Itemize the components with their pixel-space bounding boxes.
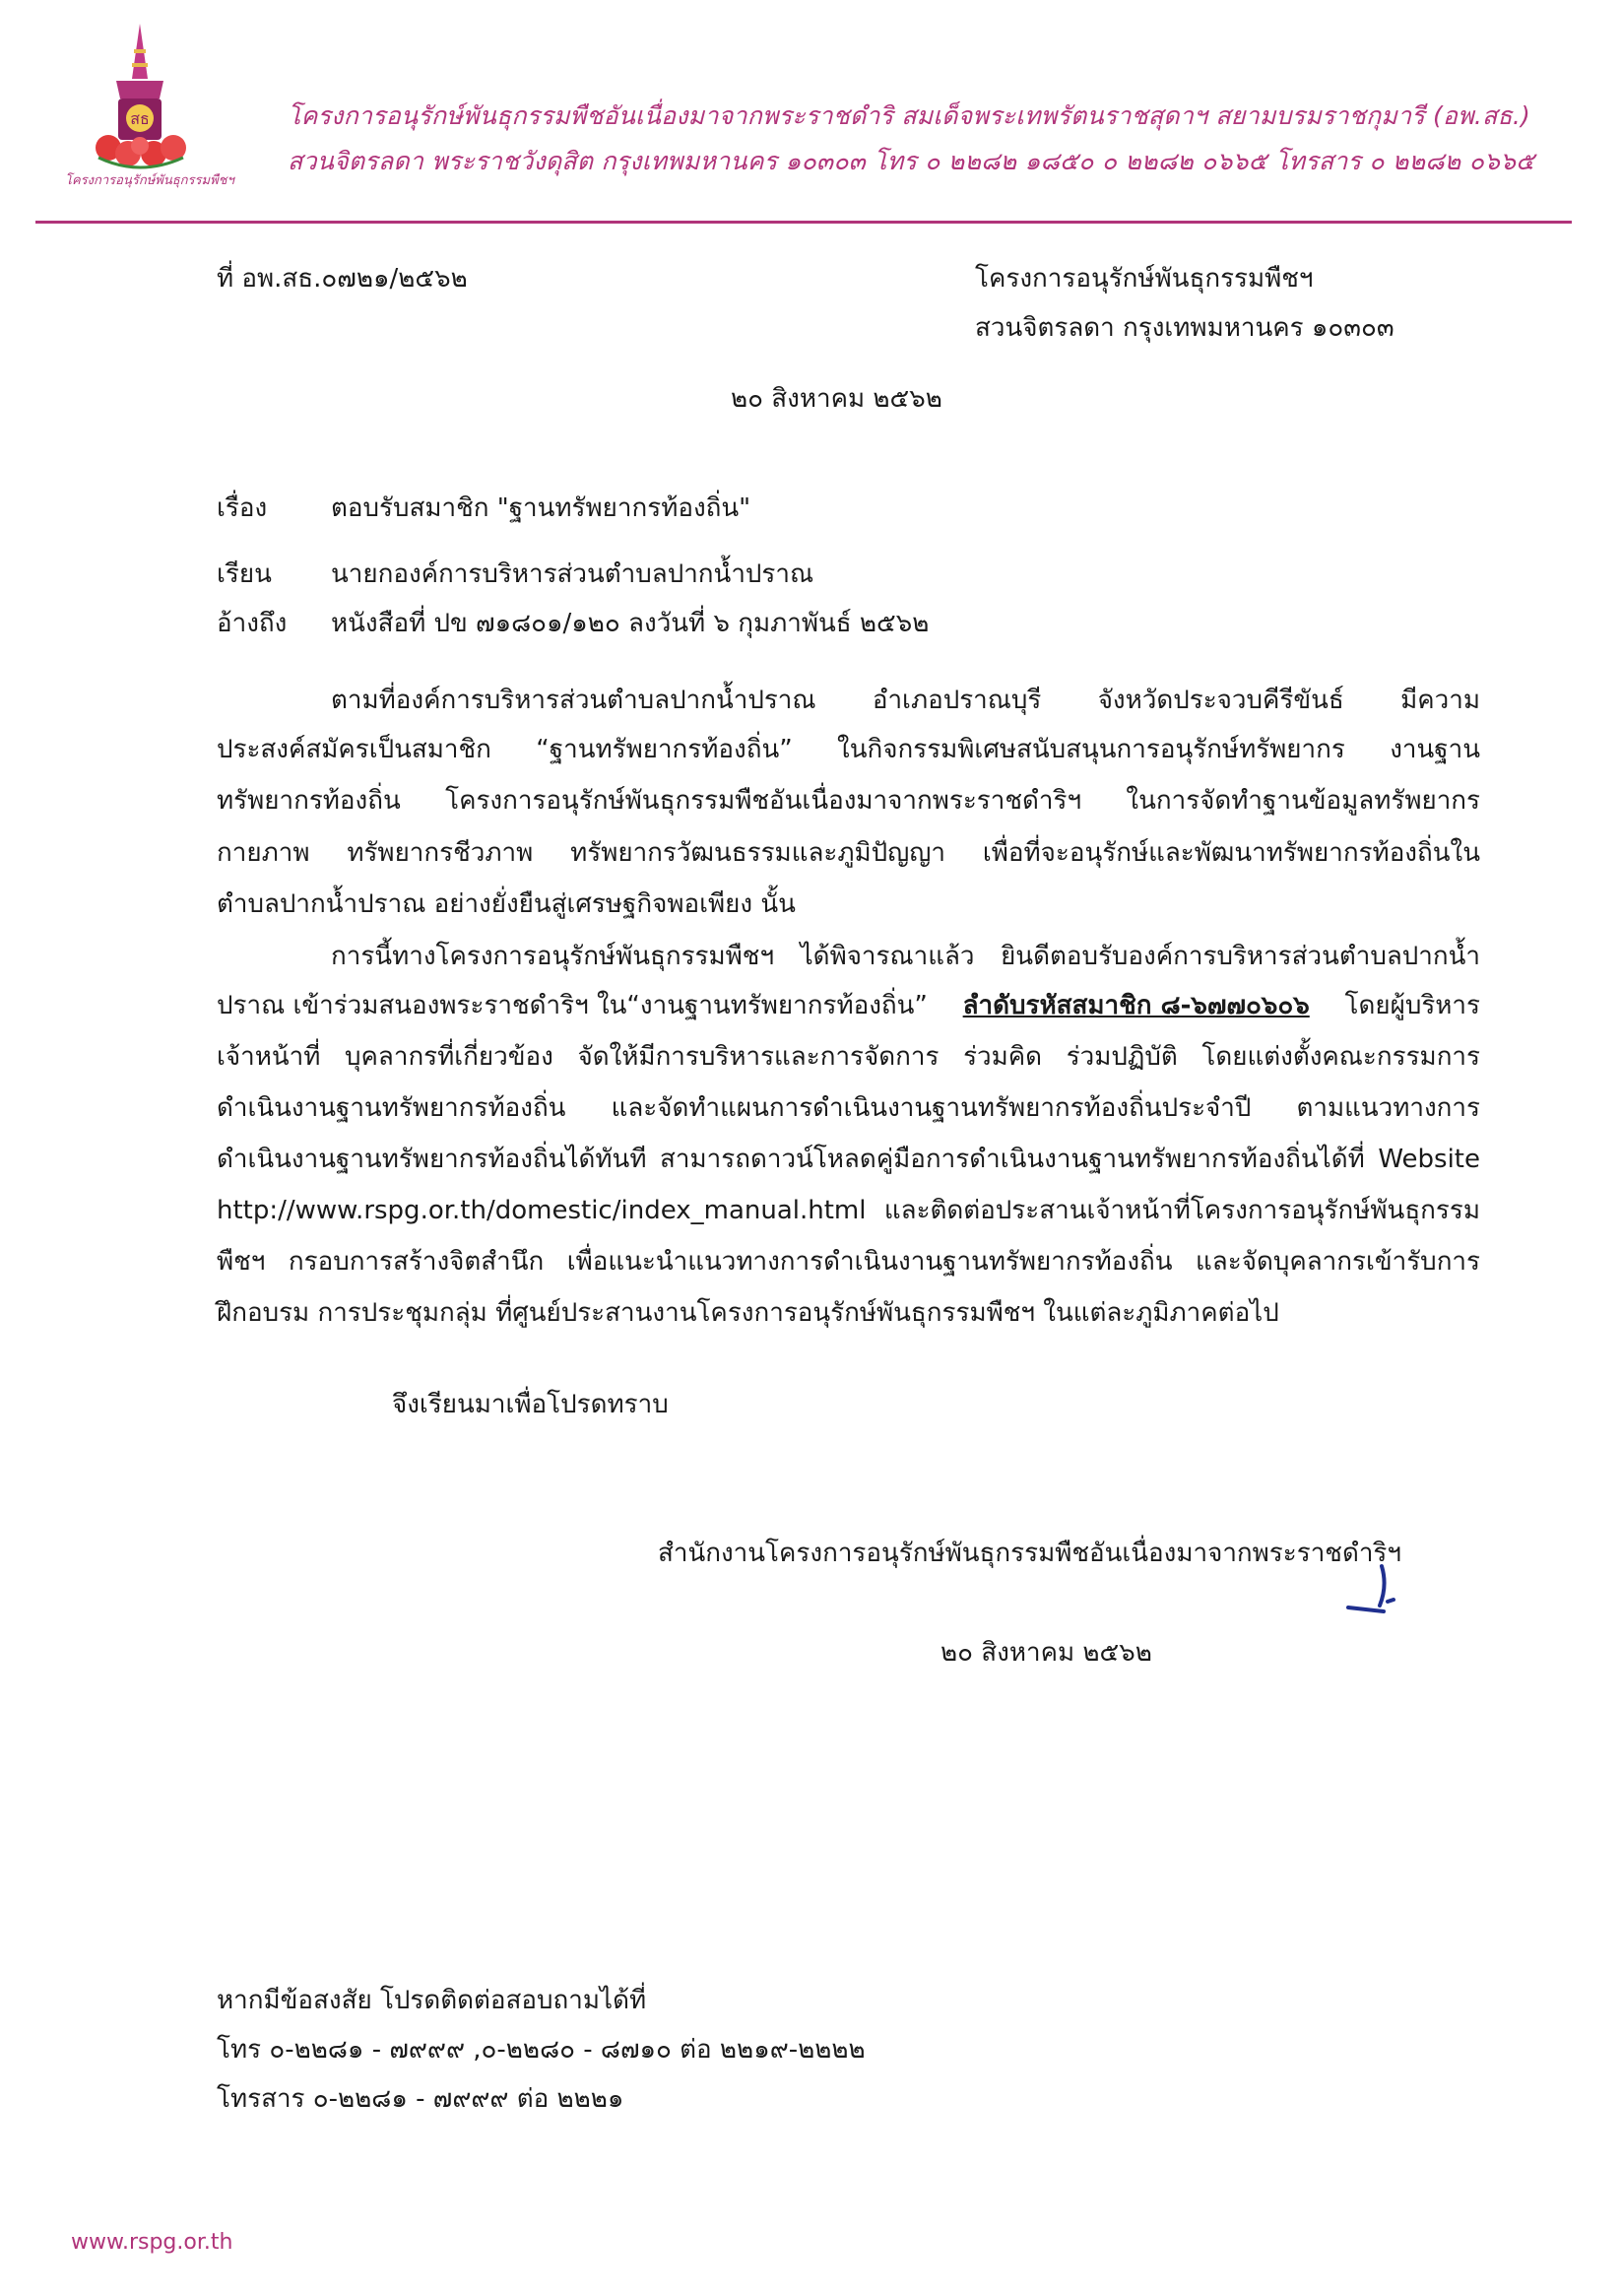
paragraph-1-line-3: ทรัพยากรท้องถิ่น โครงการอนุรักษ์พันธุกรรมพืชอันเนื่องมาจากพระราชดำริฯ ในการจัดทำฐานข้อมูลทรัพยากร xyxy=(217,786,1480,816)
contact-phone: โทร ๐-๒๒๘๑ - ๗๙๙๙ ,๐-๒๒๘๐ - ๘๗๑๐ ต่อ ๒๒๑๙-๒๒๒๒ xyxy=(217,2035,866,2065)
letter-date: ๒๐ สิงหาคม ๒๕๖๒ xyxy=(731,384,942,414)
reference-number: ที่ อพ.สธ.๐๗๒๑/๒๕๖๒ xyxy=(217,264,468,294)
signatory-office: สำนักงานโครงการอนุรักษ์พันธุกรรมพืชอันเนื่องมาจากพระราชดำริฯ xyxy=(658,1539,1401,1568)
reference-label: อ้างถึง xyxy=(217,609,288,638)
subject-value: ตอบรับสมาชิก "ฐานทรัพยากรท้องถิ่น" xyxy=(331,493,751,523)
closing-phrase: จึงเรียนมาเพื่อโปรดทราบ xyxy=(392,1390,669,1419)
logo-caption: โครงการอนุรักษ์พันธุกรรมพืชฯ xyxy=(65,173,234,188)
paragraph-2-line-3: เจ้าหน้าที่ บุคลากรที่เกี่ยวข้อง จัดให้มีการบริหารและการจัดการ ร่วมคิด ร่วมปฏิบัติ โดยแต่งตั้งคณะกรรมการ xyxy=(217,1042,1480,1072)
letterhead-line-2: สวนจิตรลดา พระราชวังดุสิต กรุงเทพมหานคร ๑๐๓๐๓ โทร ๐ ๒๒๘๒ ๑๘๕๐ ๐ ๒๒๘๒ ๐๖๖๕ โทรสาร ๐ ๒๒๘๒ ๐๖๖๕ xyxy=(288,147,1535,175)
paragraph-2-line-2 xyxy=(217,985,1480,1025)
letterhead-divider xyxy=(35,221,1572,224)
paragraph-1-line-4: กายภาพ ทรัพยากรชีวภาพ ทรัพยากรวัฒนธรรมและภูมิปัญญา เพื่อที่จะอนุรักษ์และพัฒนาทรัพยากรท้องถิ่นใน xyxy=(217,838,1480,868)
member-code: ลำดับรหัสสมาชิก ๘-๖๗๗๐๖๐๖ xyxy=(962,991,1310,1020)
svg-text:สธ: สธ xyxy=(130,109,150,128)
paragraph-1-line-1: ตามที่องค์การบริหารส่วนตำบลปากน้ำปราณ อำเภอปราณบุรี จังหวัดประจวบคีรีขันธ์ มีความ xyxy=(331,686,1480,715)
paragraph-2-line-5: ดำเนินงานฐานทรัพยากรท้องถิ่นได้ทันที สามารถดาวน์โหลดคู่มือการดำเนินงานฐานทรัพยากรท้องถิ่นได้ที่ Website xyxy=(217,1145,1480,1174)
reference-value: หนังสือที่ ปข ๗๑๘๐๑/๑๒๐ ลงวันที่ ๖ กุมภาพันธ์ ๒๕๖๒ xyxy=(331,609,930,638)
signature-mark xyxy=(1344,1556,1413,1615)
recipient-label: เรียน xyxy=(217,559,272,589)
sender-address-line-2: สวนจิตรลดา กรุงเทพมหานคร ๑๐๓๐๓ xyxy=(975,313,1394,343)
subject-label: เรื่อง xyxy=(217,493,268,523)
paragraph-2-line-7: พืชฯ กรอบการสร้างจิตสำนึก เพื่อแนะนำแนวทางการดำเนินงานฐานทรัพยากรท้องถิ่น และจัดบุคลากรเข้ารับการ xyxy=(217,1247,1480,1277)
signature-date: ๒๐ สิงหาคม ๒๕๖๒ xyxy=(940,1638,1152,1668)
paragraph-1-line-2: ประสงค์สมัครเป็นสมาชิก “ฐานทรัพยากรท้องถิ่น” ในกิจกรรมพิเศษสนับสนุนการอนุรักษ์ทรัพยากร งานฐาน xyxy=(217,735,1480,764)
paragraph-1-line-5: ตำบลปากน้ำปราณ อย่างยั่งยืนสู่เศรษฐกิจพอเพียง นั้น xyxy=(217,889,796,919)
paragraph-2-line-2-start: ปราณ เข้าร่วมสนองพระราชดำริฯ ใน“งานฐานทรัพยากรท้องถิ่น” xyxy=(217,991,928,1020)
contact-intro: หากมีข้อสงสัย โปรดติดต่อสอบถามได้ที่ xyxy=(217,1986,647,2015)
paragraph-2-line-1: การนี้ทางโครงการอนุรักษ์พันธุกรรมพืชฯ ได้พิจารณาแล้ว ยินดีตอบรับองค์การบริหารส่วนตำบลปากน้ำ xyxy=(331,942,1480,971)
paragraph-2-line-4: ดำเนินงานฐานทรัพยากรท้องถิ่น และจัดทำแผนการดำเนินงานฐานทรัพยากรท้องถิ่นประจำปี ตามแนวทางการ xyxy=(217,1093,1480,1123)
recipient-value: นายกองค์การบริหารส่วนตำบลปากน้ำปราณ xyxy=(331,559,814,589)
paragraph-2-line-6: http://www.rspg.or.th/domestic/index_manual.html และติดต่อประสานเจ้าหน้าที่โครงการอนุรักษ์พันธุกรรม xyxy=(217,1196,1480,1225)
sender-address-line-1: โครงการอนุรักษ์พันธุกรรมพืชฯ xyxy=(975,264,1314,294)
paragraph-2-line-8: ฝึกอบรม การประชุมกลุ่ม ที่ศูนย์ประสานงานโครงการอนุรักษ์พันธุกรรมพืชฯ ในแต่ละภูมิภาคต่อไป xyxy=(217,1298,1279,1328)
paragraph-2-line-2-end: โดยผู้บริหาร xyxy=(1344,991,1480,1020)
footer-website-url[interactable]: www.rspg.or.th xyxy=(71,2230,233,2255)
letterhead-line-1: โครงการอนุรักษ์พันธุกรรมพืชอันเนื่องมาจากพระราชดำริ สมเด็จพระเทพรัตนราชสุดาฯ สยามบรมราชกุมารี (อพ.สธ.) xyxy=(288,101,1530,130)
contact-fax: โทรสาร ๐-๒๒๘๑ - ๗๙๙๙ ต่อ ๒๒๒๑ xyxy=(217,2084,624,2114)
